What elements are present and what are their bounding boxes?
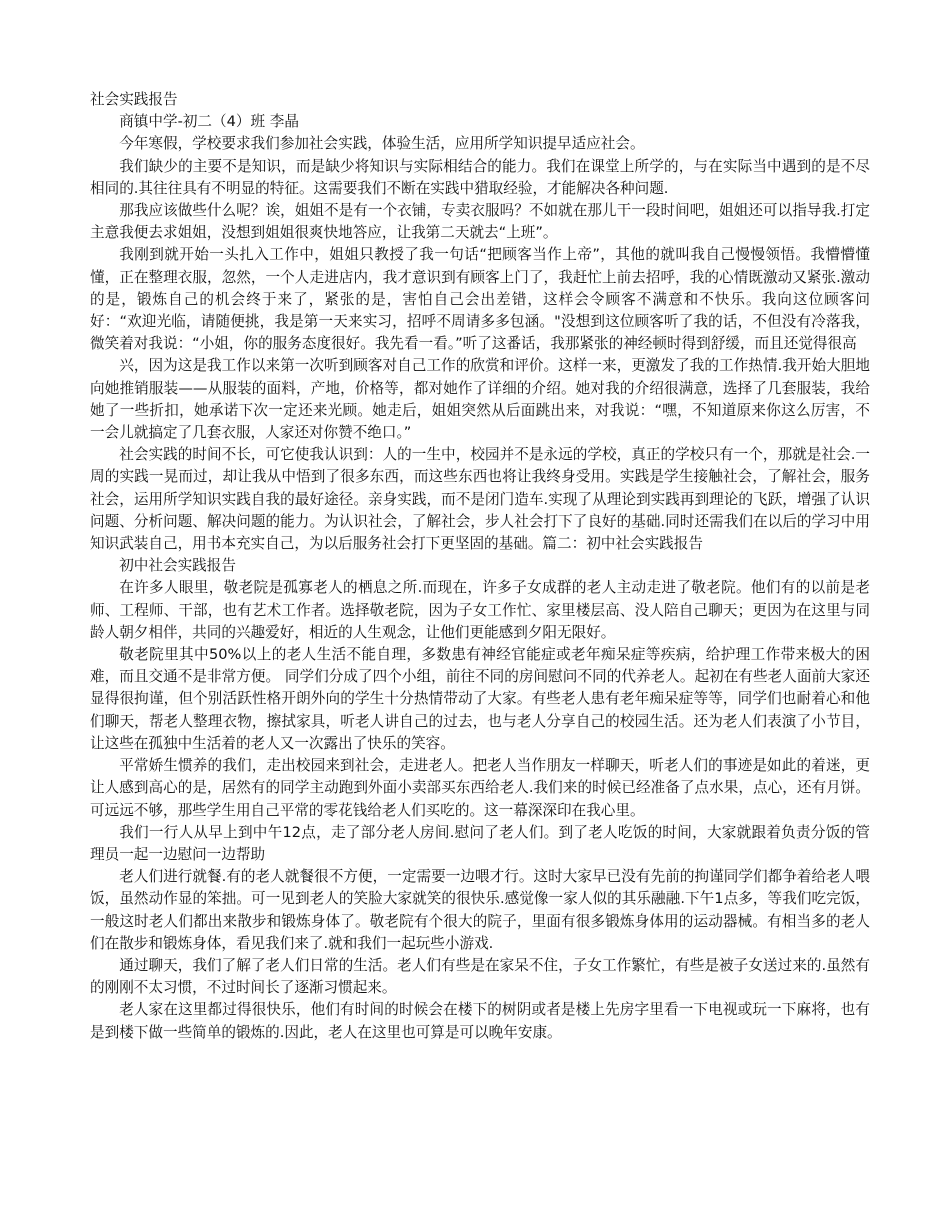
- paragraph: 那我应该做些什么呢？诶，姐姐不是有一个衣铺，专卖衣服吗？不如就在那儿干一段时间吧，姐姐还可以指导我.打定主意我便去求姐姐，没想到姐姐很爽快地答应，让我第二天就去“上班”。: [90, 202, 870, 242]
- paragraph: 我们缺少的主要不是知识，而是缺少将知识与实际相结合的能力。我们在课堂上所学的，与在实际当中遇到的是不尽相同的.其往往具有不明显的特征。这需要我们不断在实践中猎取经验，才能解决各种问题.: [90, 157, 870, 197]
- paragraph: 我刚到就开始一头扎入工作中，姐姐只教授了我一句话“把顾客当作上帝”，其他的就叫我自己慢慢领悟。我懵懵懂懂，正在整理衣服，忽然，一个人走进店内，我才意识到有顾客上门了，我赶忙上前去招呼，我的心情既激动又紧张.激动的是，锻炼自己的机会终于来了，紧张的是，害怕自己会出差错，这样会令顾客不满意和不快乐。我向这位顾客问好：“欢迎光临，请随便挑，我是第一天来实习，招呼不周请多多包涵。"没想到这位顾客听了我的话，不但没有冷落我，微笑着对我说：“小姐，你的服务态度很好。我先看一看。”听了这番话，我那紧张的神经顿时得到舒缓，而且还觉得很高: [90, 246, 870, 353]
- paragraph: 我们一行人从早上到中午12点，走了部分老人房间.慰问了老人们。到了老人吃饭的时间，大家就跟着负责分饭的管理员一起一边慰问一边帮助: [90, 823, 870, 863]
- paragraph: 平常娇生惯养的我们，走出校园来到社会，走进老人。把老人当作朋友一样聊天，听老人们的事迹是如此的着迷，更让人感到高心的是，居然有的同学主动跑到外面小卖部买东西给老人.我们来的时候已经准备了点水果，点心，还有月饼。可远远不够，那些学生用自己平常的零花钱给老人们买吃的。这一幕深深印在我心里。: [90, 757, 870, 819]
- section-title: 初中社会实践报告: [119, 557, 236, 575]
- paragraph: 通过聊天，我们了解了老人们日常的生活。老人们有些是在家呆不住，子女工作繁忙，有些是被子女送过来的.虽然有的刚刚不太习惯，不过时间长了逐渐习惯起来。: [90, 956, 870, 997]
- paragraph: 在许多人眼里，敬老院是孤寡老人的栖息之所.而现在，许多子女成群的老人主动走进了敬老院。他们有的以前是老师、工程师、干部，也有艺术工作者。选择敬老院，因为子女工作忙、家里楼层高、没人陪自己聊天；更因为在这里与同龄人朝夕相伴，共同的兴趣爱好，相近的人生观念，让他们更能感到夕阳无限好。: [90, 579, 870, 641]
- paragraph: 老人家在这里都过得很快乐，他们有时间的时候会在楼下的树阴或者是楼上先房字里看一下电视或玩一下麻将，也有是到楼下做一些简单的锻炼的.因此，老人在这里也可算是可以晚年安康。: [90, 1001, 870, 1041]
- paragraph: 敬老院里其中50%以上的老人生活不能自理，多数患有神经官能症或老年痴呆症等疾病，给护理工作带来极大的困难，而且交通不是非常方便。 同学们分成了四个小组，前往不同的房间慰问不同的代养老人。起初在有些老人面前大家还显得很拘谨，但个别活跃性格开朗外向的学生十分热情带动了大家。有些老人患有老年痴呆症等等，同学们也耐着心和他们聊天，帮老人整理衣物，擦拭家具，听老人讲自己的过去，也与老人分享自己的校园生活。还为老人们表演了小节目，让这些在孤独中生活着的老人又一次露出了快乐的笑容。: [90, 646, 870, 752]
- paragraph: 社会实践的时间不长，可它使我认识到：人的一生中，校园并不是永远的学校，真正的学校只有一个，那就是社会.一周的实践一晃而过，却让我从中悟到了很多东西，而这些东西也将让我终身受用。实践是学生接触社会，了解社会，服务社会，运用所学知识实践自我的最好途径。亲身实践，而不是闭门造车.实现了从理论到实践再到理论的飞跃，增强了认识问题、分析问题、解决问题的能力。为认识社会，了解社会，步人社会打下了良好的基础.同时还需我们在以后的学习中用知识武装自己，用书本充实自己，为以后服务社会打下更坚固的基础。篇二：初中社会实践报告: [90, 446, 870, 553]
- author-line: 商镇中学-初二（4）班 李晶: [119, 113, 299, 131]
- paragraph: 兴，因为这是我工作以来第一次听到顾客对自己工作的欣赏和评价。这样一来，更激发了我的工作热情.我开始大胆地向她推销服装——从服装的面料，产地，价格等，都对她作了详细的介绍。她对我的介绍很满意，选择了几套服装，我给她了一些折扣，她承诺下次一定还来光顾。她走后，姐姐突然从后面跳出来，对我说：“嘿，不知道原来你这么厉害，不一会儿就搞定了几套衣服，人家还对你赞不绝口。”: [90, 357, 870, 442]
- paragraph: 老人们进行就餐.有的老人就餐很不方便，一定需要一边喂才行。这时大家早已没有先前的拘谨同学们都争着给老人喂饭，虽然动作显的笨拙。可一见到老人的笑脸大家就笑的很快乐.感觉像一家人似的其乐融融.下午1点多，等我们吃完饭，一般这时老人们都出来散步和锻炼身体了。敬老院有个很大的院子，里面有很多锻炼身体用的运动器械。有相当多的老人们在散步和锻炼身体，看见我们来了.就和我们一起玩些小游戏.: [90, 868, 870, 952]
- document-page: [90, 89, 870, 1044]
- document-title: 社会实践报告: [90, 91, 178, 108]
- paragraph: 今年寒假，学校要求我们参加社会实践，体验生活，应用所学知识提早适应社会。: [119, 135, 645, 153]
